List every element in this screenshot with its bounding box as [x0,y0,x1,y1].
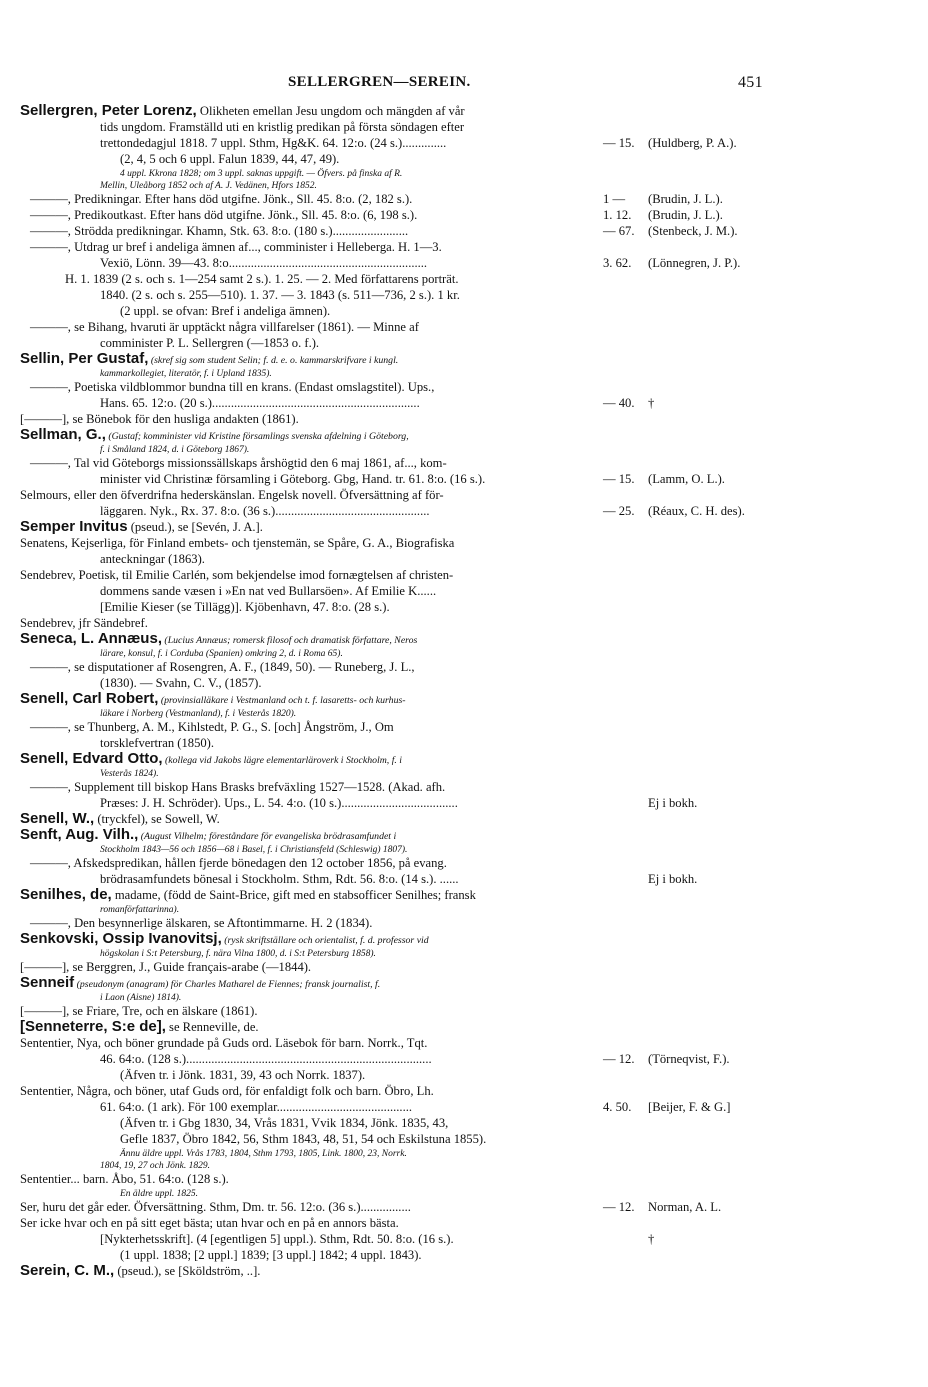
line-text: ———, se Bihang, hvaruti är upptäckt några villfarelser (1861). — Minne af [30,320,419,334]
entry-heading: Senell, Edvard Otto, [20,751,163,767]
line-text [20,827,396,843]
line-text: ———, Strödda predikningar. Khamn, Stk. 63. 8:o. (180 s.)........................ [30,224,409,238]
entry-heading: Sellman, G., [20,427,106,443]
line-text: H. 1. 1839 (2 s. och s. 1—254 samt 2 s.). 1. 25. — 2. Med författarens porträt. [65,272,459,286]
line-text: torsklefvertran (1850). [100,736,215,750]
catalog-line [20,1131,900,1147]
publisher: † [648,396,655,410]
line-text: (Äfven tr. i Jönk. 1831, 39, 43 och Norrk. 1837). [120,1068,366,1082]
entry-heading: Senft, Aug. Vilh., [20,827,139,843]
line-text: minister vid Christinæ församling i Göteborg. Gbg, Hand. tr. 61. 8:o. (16 s.). [100,472,486,486]
line-text [20,691,406,707]
publisher: (Réaux, C. H. des). [648,504,745,518]
line-text: ———, Tal vid Göteborgs missionssällskaps årshögtid den 6 maj 1861, af..., kom- [30,456,447,470]
line-text: [Nykterhetsskrift]. (4 [egentligen 5] uppl.). Sthm, Rdt. 50. 8:o. (16 s.). [100,1232,454,1246]
line-text: 4 uppl. Kkrona 1828; om 3 uppl. saknas uppgift. — Öfvers. på finska af R. [120,169,403,179]
line-text: tids ungdom. Framställd uti en kristlig predikan på första söndagen efter [100,120,465,134]
price: — 12. [603,1052,635,1066]
line-text [20,427,409,443]
catalog-line [20,335,900,351]
catalog-line [20,191,900,207]
catalog-line [20,303,900,319]
entry-text: madame, (född de Saint-Brice, gift med en stabsofficer Senilhes; fransk [111,888,476,902]
publisher: [Beijer, F. & G.] [648,1100,731,1114]
catalog-line [20,271,900,287]
catalog-line [20,1083,900,1099]
entry-heading: [Senneterre, S:e de], [20,1019,166,1035]
catalog-line [20,719,900,735]
line-text [20,519,263,535]
publisher: Ej i bokh. [648,872,698,886]
catalog-line [20,1215,900,1231]
entry-text: (pseud.), se [Sköldström, ..]. [114,1264,261,1278]
entry-heading: Senell, W., [20,811,95,827]
entry-text: (kollega vid Jakobs lägre elementarläroverk i Stockholm, f. i [162,755,403,766]
entry-text: (tryckfel), se Sowell, W. [94,812,220,826]
catalog-line [20,735,900,751]
line-text: Sententier, Några, och böner, utaf Guds ord, för enfaldigt folk och barn. Öbro, Lh. [20,1084,434,1098]
line-text: Præses: J. H. Schröder). Ups., L. 54. 4:o. (10 s.)..................................... [100,796,458,810]
catalog-line [20,871,900,887]
line-text: ———, se Thunberg, A. M., Kihlstedt, P. G., S. [och] Ångström, J., Om [30,720,394,734]
catalog-line [20,1199,900,1215]
price: — 25. [603,504,635,518]
line-text: 61. 64:o. (1 ark). För 100 exemplar........................................... [100,1100,413,1114]
entry-text: se Renneville, de. [165,1020,259,1034]
line-text: ———, Afskedspredikan, hållen fjerde bönedagen den 12 october 1856, på evang. [30,856,447,870]
line-text: ———, Predikningar. Efter hans död utgifne. Jönk., Sll. 45. 8:o. (2, 182 s.). [30,192,413,206]
line-text: Selmours, eller den öfverdrifna hederskänslan. Engelsk novell. Öfversättning af för- [20,488,444,502]
line-text: comminister P. L. Sellergren (—1853 o. f.). [100,336,320,350]
catalog-line [20,503,900,519]
line-text [20,811,220,827]
line-text: [Emilie Kieser (se Tillägg)]. Kjöbenhavn, 47. 8:o. (28 s.). [100,600,390,614]
entry-text: (August Vilhelm; föreståndare för evangeliska brödrasamfundet i [138,831,397,842]
catalog-line [20,751,900,767]
price: — 40. [603,396,635,410]
line-text: Vexiö, Lönn. 39—43. 8:o............................................................... [100,256,428,270]
line-text [20,351,398,367]
catalog-line [20,779,900,795]
line-text: läkare i Norberg (Vestmanland), f. i Vesterås 1820). [100,709,297,719]
line-text: Sendebrev, Poetisk, til Emilie Carlén, som bekjendelse imod fornægtelsen af christen- [20,568,454,582]
entry-heading: Sellin, Per Gustaf, [20,351,149,367]
catalog-line [20,855,900,871]
line-text: ———, Supplement till biskop Hans Brasks brefväxling 1527—1528. (Akad. afh. [30,780,446,794]
line-text [20,103,465,119]
catalog-line [20,1115,900,1131]
line-text: läggaren. Nyk., Rx. 37. 8:o. (36 s.)................................................. [100,504,430,518]
line-text: ———, Utdrag ur bref i andeliga ämnen af..., comminister i Helleberga. H. 1—3. [30,240,442,254]
line-text [20,751,402,767]
catalog-line [20,103,900,119]
line-text: anteckningar (1863). [100,552,205,566]
catalog-line [20,519,900,535]
price: — 15. [603,136,635,150]
line-text: Stockholm 1843—56 och 1856—68 i Basel, f. i Christiansfeld (Schleswig) 1807). [100,845,408,855]
line-text: Vesterås 1824). [100,769,159,779]
catalog-line [20,1067,900,1083]
page-number: 451 [738,74,763,91]
catalog-line [20,975,900,991]
entry-heading: Semper Invitus [20,519,128,535]
catalog-line [20,287,900,303]
line-text: Hans. 65. 12:o. (20 s.).................................................................. [100,396,420,410]
catalog-line [20,223,900,239]
catalog-line [20,1003,900,1019]
catalog-line [20,1051,900,1067]
line-text: högskolan i S:t Petersburg, f. nära Vilna 1800, d. i S:t Petersburg 1858). [100,949,376,959]
catalog-line [20,675,900,691]
line-text: ———, Den besynnerlige älskaren, se Aftontimmarne. H. 2 (1834). [30,916,373,930]
publisher: (Brudin, J. L.). [648,192,723,206]
catalog-line [20,119,900,135]
line-text: (2, 4, 5 och 6 uppl. Falun 1839, 44, 47, 49). [120,152,340,166]
line-text: brödrasamfundets bönesal i Stockholm. Sthm, Rdt. 56. 8:o. (14 s.). ...... [100,872,459,886]
price: 1. 12. [603,208,632,222]
line-text: Sententier, Nya, och böner grundade på Guds ord. Läsebok för barn. Norrk., Tqt. [20,1036,428,1050]
line-text: romanförfattarinna). [100,905,180,915]
line-text [20,931,429,947]
catalog-line [20,567,900,583]
line-text: 1840. (2 s. och s. 255—510). 1. 37. — 3. 1843 (s. 511—736, 2 s.). 1 kr. [100,288,460,302]
line-text: Ser, huru det går eder. Öfversättning. Sthm, Dm. tr. 56. 12:o. (36 s.)................ [20,1200,411,1214]
catalog-line [20,351,900,367]
page-header-title: SELLERGREN—SEREIN. [288,74,471,90]
entry-text: (pseud.), se [Sevén, J. A.]. [127,520,263,534]
line-text: 46. 64:o. (128 s.).............................................................................. [100,1052,432,1066]
catalog-line [20,887,900,903]
line-text: [———], se Berggren, J., Guide français-arabe (—1844). [20,960,312,974]
line-text: Ännu äldre uppl. Vrås 1783, 1804, Sthm 1793, 1805, Link. 1800, 23, Norrk. [120,1149,407,1159]
line-text: (2 uppl. se ofvan: Bref i andeliga ämnen). [120,304,331,318]
catalog-line [20,395,900,411]
line-text [20,887,476,903]
line-text: ———, Poetiska vildblommor bundna till en krans. (Endast omslagstitel). Ups., [30,380,435,394]
catalog-line [20,1247,900,1263]
line-text: (1830). — Svahn, C. V., (1857). [100,676,262,690]
catalog-line [20,487,900,503]
line-text [20,1019,259,1035]
line-text: ———, se disputationer af Rosengren, A. F., (1849, 50). — Runeberg, J. L., [30,660,415,674]
catalog-line [20,379,900,395]
line-text: dommens sande væsen i »En nat ved Bullarsöen». Af Emilie K...... [100,584,437,598]
line-text: trettondedagjul 1818. 7 uppl. Sthm, Hg&K. 64. 12:o. (24 s.).............. [100,136,447,150]
publisher: Ej i bokh. [648,796,698,810]
publisher: (Huldberg, P. A.). [648,136,737,150]
catalog-line [20,959,900,975]
catalog-line [20,411,900,427]
catalog-line [20,471,900,487]
entry-text: Olikheten emellan Jesu ungdom och mängden af vår [196,104,465,118]
line-text: Mellin, Uleåborg 1852 och af A. J. Vedänen, Hfors 1852. [100,181,317,191]
line-text: Sendebrev, jfr Sändebref. [20,616,148,630]
entry-text: (provinsialläkare i Vestmanland och t. f. lasaretts- och kurhus- [158,695,406,706]
entry-heading: Seneca, L. Annæus, [20,631,162,647]
price: 4. 50. [603,1100,632,1114]
catalog-line [20,599,900,615]
publisher: Norman, A. L. [648,1200,722,1214]
price: — 12. [603,1200,635,1214]
line-text: f. i Småland 1824, d. i Göteborg 1867). [100,445,250,455]
catalog-line [20,811,900,827]
price: 3. 62. [603,256,632,270]
line-text: (Äfven tr. i Gbg 1830, 34, Vrås 1831, Vvik 1834, Jönk. 1835, 43, [120,1116,449,1130]
publisher: (Lamm, O. L.). [648,472,725,486]
catalog-line [20,151,900,167]
publisher: (Stenbeck, J. M.). [648,224,738,238]
catalog-line [20,1019,900,1035]
catalog-line [20,1035,900,1051]
line-text: ———, Predikoutkast. Efter hans död utgifne. Jönk., Sll. 45. 8:o. (6, 198 s.). [30,208,418,222]
entry-heading: Senell, Carl Robert, [20,691,159,707]
publisher: (Brudin, J. L.). [648,208,723,222]
line-text [20,631,417,647]
catalog-line [20,615,900,631]
catalog-line [20,1231,900,1247]
line-text: Ser icke hvar och en på sitt eget bästa; utan hvar och en på en annors bästa. [20,1216,399,1230]
catalog-line [20,931,900,947]
catalog-line [20,659,900,675]
catalog-line [20,1171,900,1187]
line-text: i Laon (Aisne) 1814). [100,993,182,1003]
entry-text: (skref sig som student Selin; f. d. e. o. kammarskrifvare i kungl. [148,355,399,366]
catalog-line [20,255,900,271]
line-text: Sententier... barn. Åbo, 51. 64:o. (128 s.). [20,1172,229,1186]
catalog-line [20,319,900,335]
catalog-line [20,631,900,647]
entry-heading: Sellergren, Peter Lorenz, [20,103,197,119]
catalog-line [20,1099,900,1115]
entry-text: (rysk skriftställare och orientalist, f. d. professor vid [221,935,429,946]
line-text: [———], se Bönebok för den husliga andakten (1861). [20,412,299,426]
catalog-line [20,239,900,255]
catalog-line [20,1263,900,1279]
entry-heading: Senkovski, Ossip Ivanovitsj, [20,931,222,947]
line-text: lärare, konsul, f. i Corduba (Spanien) omkring 2, d. i Roma 65). [100,649,343,659]
catalog-line [20,427,900,443]
entry-text: (pseudonym (anagram) för Charles Matharel de Fiennes; fransk journalist, f. [74,979,381,990]
entry-text: (Lucius Annæus; romersk filosof och dramatisk författare, Neros [161,635,418,646]
entry-heading: Serein, C. M., [20,1263,115,1279]
line-text: Senatens, Kejserliga, för Finland embets- och tjenstemän, se Spåre, G. A., Biografiska [20,536,455,550]
publisher: † [648,1232,655,1246]
line-text: 1804, 19, 27 och Jönk. 1829. [100,1161,211,1171]
catalog-line [20,135,900,151]
catalog-line [20,827,900,843]
catalog-line [20,207,900,223]
entry-heading: Senneif [20,975,75,991]
line-text: Gefle 1837, Öbro 1842, 56, Sthm 1843, 48, 51, 54 och Eskilstuna 1855). [120,1132,487,1146]
price: — 67. [603,224,635,238]
publisher: (Törneqvist, F.). [648,1052,730,1066]
catalog-line [20,455,900,471]
catalog-line [20,583,900,599]
catalog-line [20,691,900,707]
price: — 15. [603,472,635,486]
line-text: [———], se Friare, Tre, och en älskare (1861). [20,1004,258,1018]
entry-text: (Gustaf; komminister vid Kristine församlings svenska afdelning i Göteborg, [105,431,409,442]
line-text: En äldre uppl. 1825. [120,1189,199,1199]
line-text [20,975,380,991]
price: 1 — [603,192,626,206]
entry-heading: Senilhes, de, [20,887,112,903]
catalog-line [20,915,900,931]
catalog-line [20,535,900,551]
catalog-line [20,795,900,811]
line-text: (1 uppl. 1838; [2 uppl.] 1839; [3 uppl.] 1842; 4 uppl. 1843). [120,1248,422,1262]
publisher: (Lönnegren, J. P.). [648,256,741,270]
line-text: kammarkollegiet, literatör, f. i Upland 1835). [100,369,272,379]
catalog-line [20,551,900,567]
line-text [20,1263,260,1279]
